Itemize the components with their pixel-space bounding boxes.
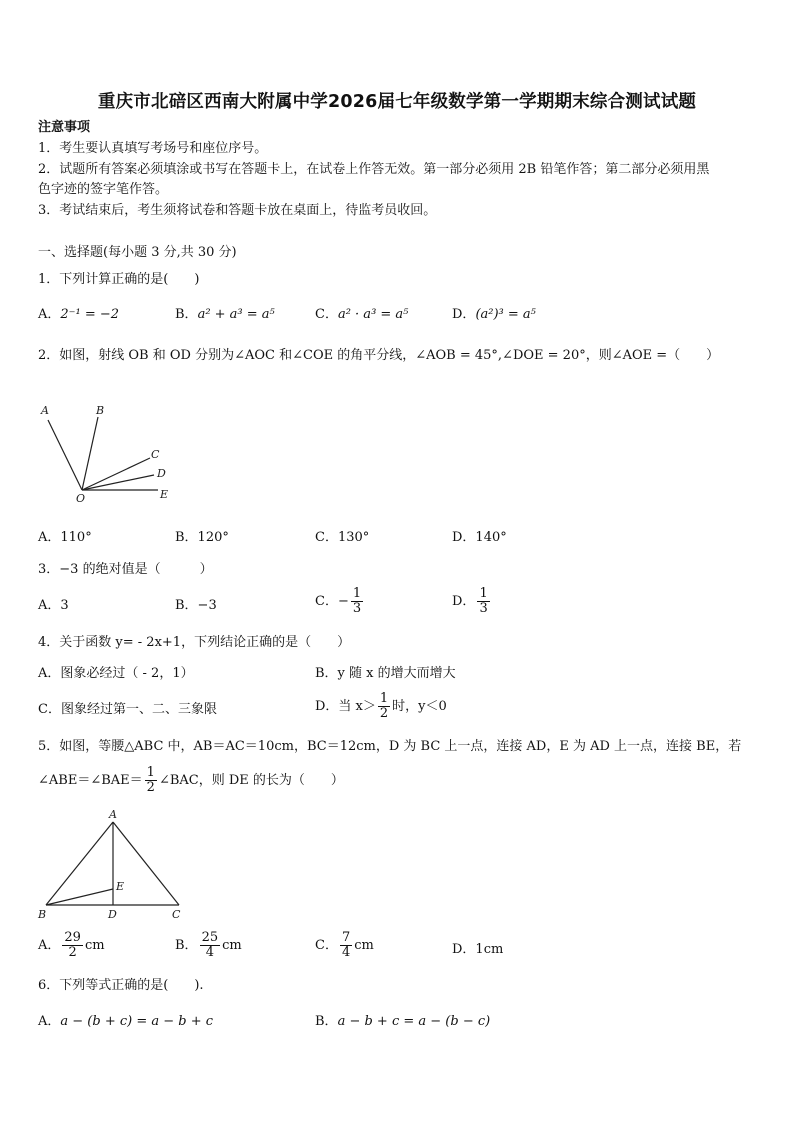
segment-be <box>46 889 113 905</box>
q6-stem: 6．下列等式正确的是( ). <box>38 978 204 993</box>
q1-option-a: A．2⁻¹ = −2 <box>38 307 120 322</box>
point-label-a: A <box>109 808 117 821</box>
q2-option-c: C．130° <box>315 530 370 545</box>
q1-option-c: C．a² · a³ = a⁵ <box>315 307 409 322</box>
q3-option-d: D． $\frac{1}{3}$ <box>452 586 488 616</box>
q3-stem: 3．−3 的绝对值是（ ） <box>38 562 213 577</box>
point-label-o: O <box>76 492 86 505</box>
q4-option-d: D．当 x＞ $\frac{1}{2}$ 时，y＜0 <box>315 691 447 721</box>
point-label-c: C <box>151 448 160 461</box>
q2-option-a: A．110° <box>38 530 92 545</box>
q4-option-c: C．图象经过第一、二、三象限 <box>38 702 217 717</box>
q4-option-a: A．图象必经过（ - 2，1） <box>38 666 194 681</box>
q1-option-b: B．a² + a³ = a⁵ <box>175 307 275 322</box>
notice-item-3: 3．考试结束后，考生须将试卷和答题卡放在桌面上，待监考员收回。 <box>38 203 437 218</box>
notice-item-2-cont: 色字迹的签字笔作答。 <box>38 182 169 197</box>
ray-od <box>82 475 154 490</box>
q2-option-b: B．120° <box>175 530 229 545</box>
q5-triangle-figure <box>34 806 194 924</box>
point-label-c: C <box>172 908 181 921</box>
ray-oa <box>48 420 82 490</box>
point-label-e: E <box>160 488 169 501</box>
q1-stem: 1．下列计算正确的是( ) <box>38 272 200 287</box>
q2-stem: 2．如图，射线 OB 和 OD 分别为∠AOC 和∠COE 的角平分线，∠AOB = 45°,∠DOE = 20°，则∠AOE =（ ） <box>38 348 720 363</box>
q5-option-d: D．1cm <box>452 942 504 957</box>
notice-item-2: 2．试题所有答案必须填涂或书写在答题卡上，在试卷上作答无效。第一部分必须用 2B 铅笔作答；第二部分必须用黑 <box>38 162 710 177</box>
q6-option-b: B．a − b + c = a − (b − c) <box>315 1014 491 1029</box>
q3-option-a: A．3 <box>38 598 69 613</box>
section-heading: 一、选择题(每小题 3 分,共 30 分) <box>38 245 237 260</box>
q5-stem-line-1: 5．如图，等腰△ABC 中，AB＝AC＝10cm，BC＝12cm，D 为 BC 上一点，连接 AD，E 为 AD 上一点，连接 BE，若 <box>38 739 742 754</box>
point-label-b: B <box>38 908 47 921</box>
q5-stem-line-2: ∠ABE＝∠BAE＝ $\frac{1}{2}$ ∠BAC，则 DE 的长为（ ） <box>38 765 344 795</box>
q2-angle-figure <box>36 400 176 505</box>
point-label-d: D <box>157 467 166 480</box>
q5-option-b: B． $\frac{25}{4}$ cm <box>175 930 242 960</box>
q4-option-b: B．y 随 x 的增大而增大 <box>315 666 456 681</box>
notice-item-1: 1．考生要认真填写考场号和座位序号。 <box>38 141 268 156</box>
q5-option-c: C． $\frac{7}{4}$ cm <box>315 930 374 960</box>
side-ab <box>46 822 113 905</box>
ray-ob <box>82 417 98 490</box>
q1-option-d: D．(a²)³ = a⁵ <box>452 307 536 322</box>
ray-oc <box>82 458 150 490</box>
q4-stem: 4．关于函数 y= - 2x+1，下列结论正确的是（ ） <box>38 635 351 650</box>
q5-option-a: A． $\frac{29}{2}$ cm <box>38 930 105 960</box>
point-label-a: A <box>41 404 49 417</box>
q6-option-a: A．a − (b + c) = a − b + c <box>38 1014 214 1029</box>
point-label-d: D <box>108 908 117 921</box>
point-label-e: E <box>116 880 125 893</box>
q3-option-b: B．−3 <box>175 598 217 613</box>
q3-option-c: C．− $\frac{1}{3}$ <box>315 586 362 616</box>
q2-option-d: D．140° <box>452 530 507 545</box>
page-title: 重庆市北碚区西南大附属中学2026届七年级数学第一学期期末综合测试试题 <box>97 92 697 112</box>
notice-heading: 注意事项 <box>38 120 91 135</box>
point-label-b: B <box>96 404 105 417</box>
